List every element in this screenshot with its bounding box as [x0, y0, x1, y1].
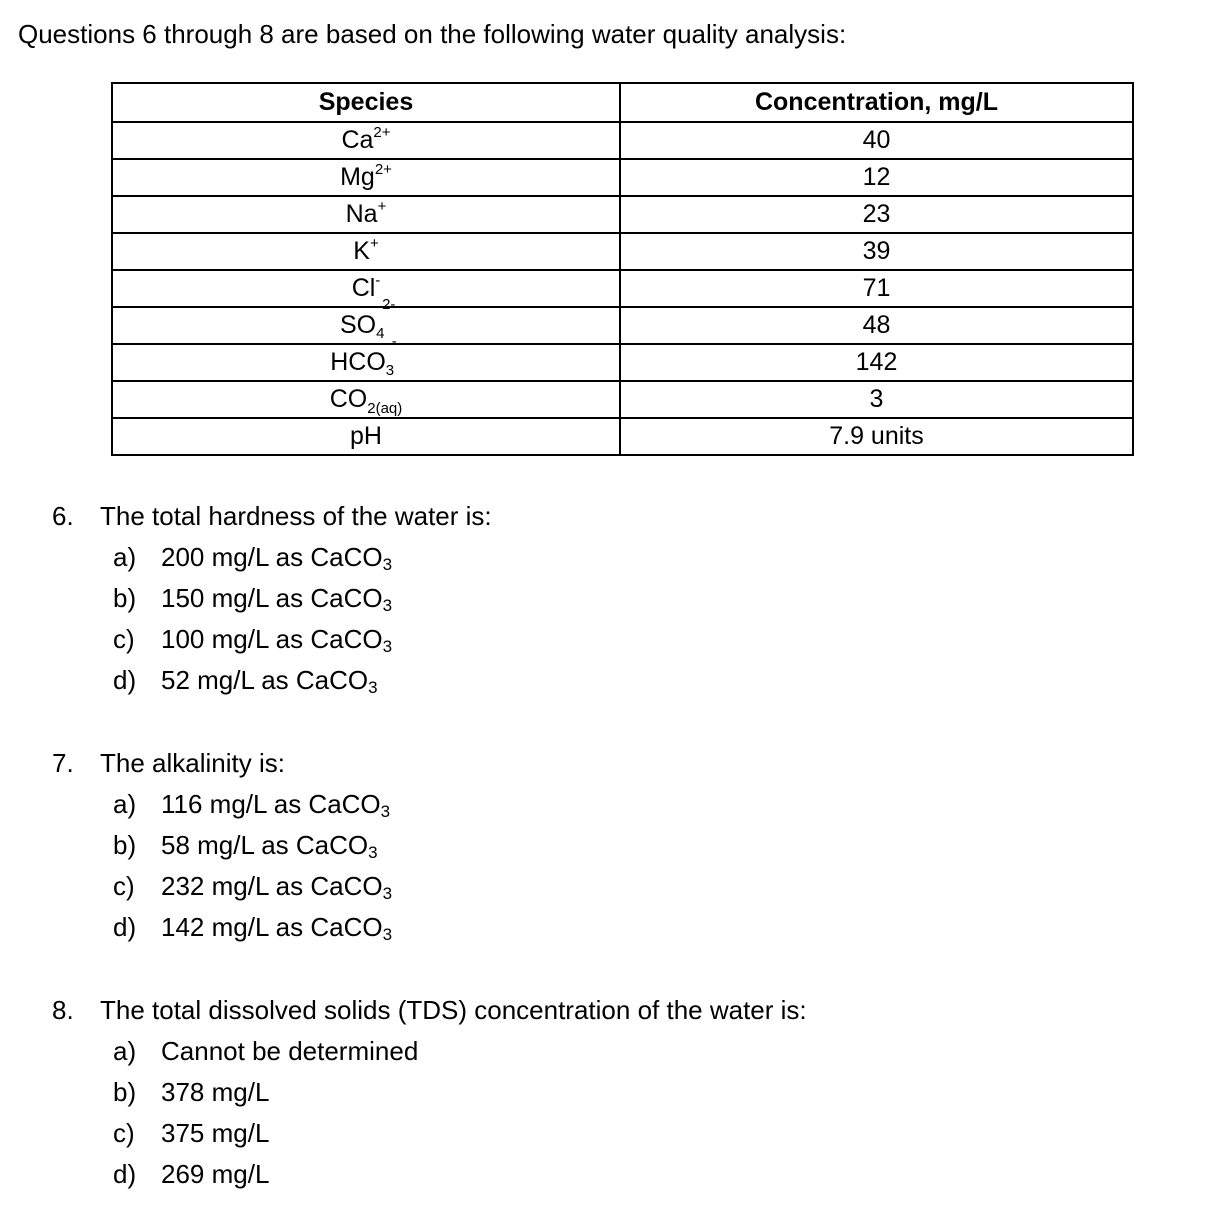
answer-option: [113, 784, 392, 825]
question-number: 8.: [52, 995, 74, 1025]
question-7: [52, 743, 285, 784]
question-text: The alkalinity is:: [100, 748, 285, 778]
option-text: 116 mg/L as CaCO: [161, 789, 381, 819]
species-cell: [112, 381, 620, 418]
species-cell: [112, 122, 620, 159]
option-letter: a): [113, 542, 137, 572]
option-subscript: 3: [368, 843, 378, 862]
option-text: 58 mg/L as CaCO: [161, 830, 369, 860]
species-header: Species: [112, 83, 620, 122]
answer-option: [113, 537, 392, 578]
option-letter: b): [113, 1077, 137, 1107]
answer-option: [113, 1031, 418, 1072]
question-number: 6.: [52, 501, 74, 531]
species-base: SO: [339, 311, 377, 339]
question-text: The total dissolved solids (TDS) concentration of the water is:: [100, 995, 807, 1025]
table-row: [112, 122, 1133, 159]
table-row: [112, 307, 1133, 344]
concentration-cell: 71: [620, 270, 1133, 307]
question-8-options: [113, 1031, 418, 1195]
option-letter: b): [113, 830, 137, 860]
option-text: 269 mg/L: [161, 1159, 270, 1189]
concentration-cell: 7.9 units: [620, 418, 1133, 455]
option-letter: d): [113, 912, 137, 942]
species-cell: [112, 196, 620, 233]
option-subscript: 3: [382, 555, 393, 574]
question-7-options: [113, 784, 392, 948]
species-base: HCO: [330, 348, 386, 376]
species-cell: [112, 418, 620, 455]
option-text: 100 mg/L as CaCO: [161, 624, 383, 654]
table-row: [112, 233, 1133, 270]
species-cell: [112, 159, 620, 196]
option-text: 142 mg/L as CaCO: [161, 912, 383, 942]
option-subscript: 3: [382, 884, 393, 903]
option-letter: c): [113, 871, 135, 901]
option-letter: c): [113, 1118, 135, 1148]
table-header-row: [112, 83, 1133, 122]
option-letter: a): [113, 789, 137, 819]
species-base: Cl: [351, 274, 376, 302]
species-charge: +: [369, 235, 379, 252]
answer-option: [113, 866, 392, 907]
species-charge: -: [391, 333, 397, 350]
species-charge: 2-: [382, 296, 396, 313]
species-cell: [112, 296, 620, 344]
answer-option: [113, 619, 392, 660]
option-text: 378 mg/L: [161, 1077, 270, 1107]
table-row: [112, 196, 1133, 233]
concentration-cell: 3: [620, 381, 1133, 418]
species-cell: [112, 270, 620, 307]
intro-text: Questions 6 through 8 are based on the following water quality analysis:: [18, 19, 847, 49]
question-6: [52, 496, 492, 537]
option-text: 232 mg/L as CaCO: [161, 871, 383, 901]
table-row: [112, 418, 1133, 455]
question-text: The total hardness of the water is:: [100, 501, 492, 531]
answer-option: [113, 660, 392, 701]
answer-option: [113, 1113, 418, 1154]
species-charge: -: [375, 272, 381, 289]
species-subscript: 3: [385, 362, 395, 379]
option-letter: c): [113, 624, 135, 654]
species-charge: 2+: [373, 124, 391, 141]
species-charge: +: [377, 198, 387, 215]
question-number: 7.: [52, 748, 74, 778]
option-subscript: 3: [382, 925, 393, 944]
option-subscript: 3: [382, 637, 393, 656]
concentration-cell: 39: [620, 233, 1133, 270]
species-base: K: [353, 237, 370, 265]
option-subscript: 3: [380, 802, 391, 821]
option-text: Cannot be determined: [161, 1036, 419, 1066]
answer-option: [113, 1072, 418, 1113]
answer-option: [113, 907, 392, 948]
species-charge: 2+: [374, 161, 392, 178]
water-quality-table: [111, 82, 1134, 456]
concentration-cell: 40: [620, 122, 1133, 159]
answer-option: [113, 825, 392, 866]
species-cell: [112, 333, 620, 381]
option-subscript: 3: [368, 678, 378, 697]
species-base: pH: [350, 422, 382, 450]
answer-option: [113, 1154, 418, 1195]
option-text: 200 mg/L as CaCO: [161, 542, 383, 572]
concentration-cell: 142: [620, 344, 1133, 381]
answer-option: [113, 578, 392, 619]
species-subscript: 2(aq): [367, 400, 403, 417]
species-subscript: 4: [376, 325, 385, 342]
table-row: [112, 381, 1133, 418]
concentration-cell: 48: [620, 307, 1133, 344]
concentration-header: Concentration, mg/L: [620, 83, 1133, 122]
species-base: Ca: [341, 126, 374, 154]
species-base: Na: [345, 200, 378, 228]
concentration-cell: 23: [620, 196, 1133, 233]
question-6-options: [113, 537, 392, 701]
species-cell: [112, 233, 620, 270]
option-letter: d): [113, 1159, 137, 1189]
table-row: [112, 344, 1133, 381]
species-base: Mg: [340, 163, 375, 191]
option-text: 150 mg/L as CaCO: [161, 583, 383, 613]
option-text: 52 mg/L as CaCO: [161, 665, 369, 695]
species-base: CO: [329, 385, 368, 413]
option-letter: b): [113, 583, 137, 613]
concentration-cell: 12: [620, 159, 1133, 196]
table-row: [112, 270, 1133, 307]
option-letter: d): [113, 665, 137, 695]
option-subscript: 3: [382, 596, 393, 615]
question-8: [52, 990, 807, 1031]
option-text: 375 mg/L: [161, 1118, 270, 1148]
option-letter: a): [113, 1036, 137, 1066]
table-row: [112, 159, 1133, 196]
